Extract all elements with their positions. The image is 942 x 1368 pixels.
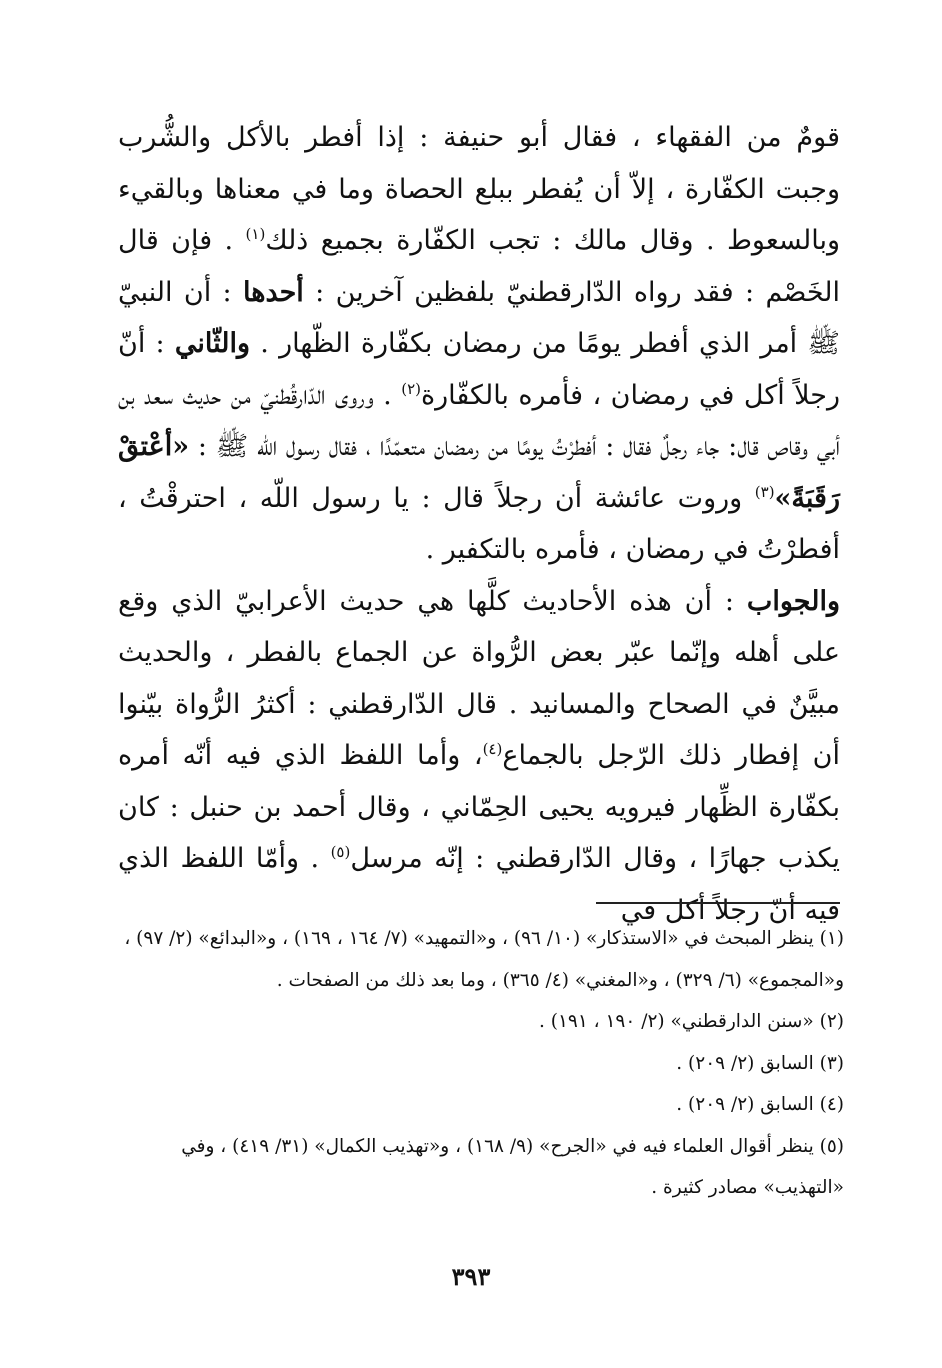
text-run: وروت عائشة أن رجلاً قال : يا رسول اللّه ، احترقْتُ ، أفطرْتُ في رمضان ، فأمره بالتكفير . <box>118 482 840 565</box>
footnote-2: (٢) «سنن الدارقطني» (٢/ ١٩٠ ، ١٩١) . <box>538 1011 844 1032</box>
footnote-marker: (٣) <box>754 482 775 501</box>
footnote-4: (٤) السابق (٢/ ٢٠٩) . <box>676 1094 844 1115</box>
text-run: : أن هذه الأحاديث كلَّها هي حديث الأعرابيّ الذي وقع على أهله وإنّما عبّر بعض الرُّواة عن الجماع بالفطر ، والحديث مبيَّنٌ في الصحاح والمسانيد . قال الدّارقطني : أكثرُ الرُّواة بيّنوا أن إفطار ذلك الرّجل بالجماع <box>118 585 840 771</box>
text-run: ، وأما اللفظ الذي فيه أنّه أمره بكفّارة الظِّهار فيرويه يحيى الحِمّاني ، وقال أحمد بن حنبل : كان يكذب جهارًا ، وقال الدّارقطني : إنّه مرسل <box>118 740 840 874</box>
text-run: . وروى الدّارقُطنيّ من حديث سعد بن أبي وقاص قال: جاء رجلٌ فقال : أفطرْتُ يومًا من رمضان متعمّدًا ، فقال رسول اللّه ﷺ : <box>118 379 840 462</box>
bold-term: والثّاني <box>174 328 251 359</box>
page-number: ٣٩٣ <box>451 1262 491 1291</box>
paragraph-1 <box>118 112 840 576</box>
footnote-marker: (٢) <box>401 379 421 398</box>
footnote-separator <box>596 902 840 904</box>
text-run: : أنّ رجلاً أكل في رمضان ، فأمره بالكفّارة <box>118 328 840 411</box>
footnote-marker: (٥) <box>330 843 351 861</box>
bold-term: والجواب <box>746 585 840 617</box>
footnote-marker: (٤) <box>482 740 503 758</box>
footnotes <box>116 918 844 1209</box>
footnote-1: (١) ينظر المبحث في «الاستذكار» (١٠/ ٩٦) ، و«التمهيد» (٧/ ١٦٤ ، ١٦٩) ، و«البدائع» (٢/ ٩٧) ، و«المجموع» (٦/ ٣٢٩) ، و«المغني» (٤/ ٣٦٥) ، وما بعد ذلك من الصفحات . <box>124 928 844 991</box>
bold-term: «أعْتقْ رَقَبَةً» <box>118 431 840 514</box>
text-run: قومٌ من الفقهاء ، فقال أبو حنيفة : إذا أفطر بالأكل والشُّرب وجبت الكفّارة ، إلاّ أن يُفطر ببلع الحصاة وما في معناها وبالقيء وبالسعوط . وقال مالك : تجب الكفّارة بجميع ذلك <box>118 122 840 256</box>
paragraph-2 <box>118 576 840 937</box>
footnote-3: (٣) السابق (٢/ ٢٠٩) . <box>676 1052 844 1074</box>
text-run: . وأمّا اللفظ الذي فيه أنّ رجلاً أكل في <box>118 843 840 926</box>
text-run: . فإن قال الخَصْم : فقد رواه الدّارقطنيّ بلفظين آخرين : <box>118 225 841 308</box>
main-text <box>118 112 840 936</box>
footnote-marker: (١) <box>245 225 266 243</box>
bold-term: أحدها <box>242 276 304 308</box>
text-run: : أن النبيّ ﷺ أمر الذي أفطر يومًا من رمضان بكفّارة الظّهار . <box>118 276 841 359</box>
footnote-5: (٥) ينظر أقوال العلماء فيه في «الجرح» (٩/ ١٦٨) ، و«تهذيب الكمال» (٣١/ ٤١٩) ، وفي «التهذيب» مصادر كثيرة . <box>181 1135 844 1198</box>
